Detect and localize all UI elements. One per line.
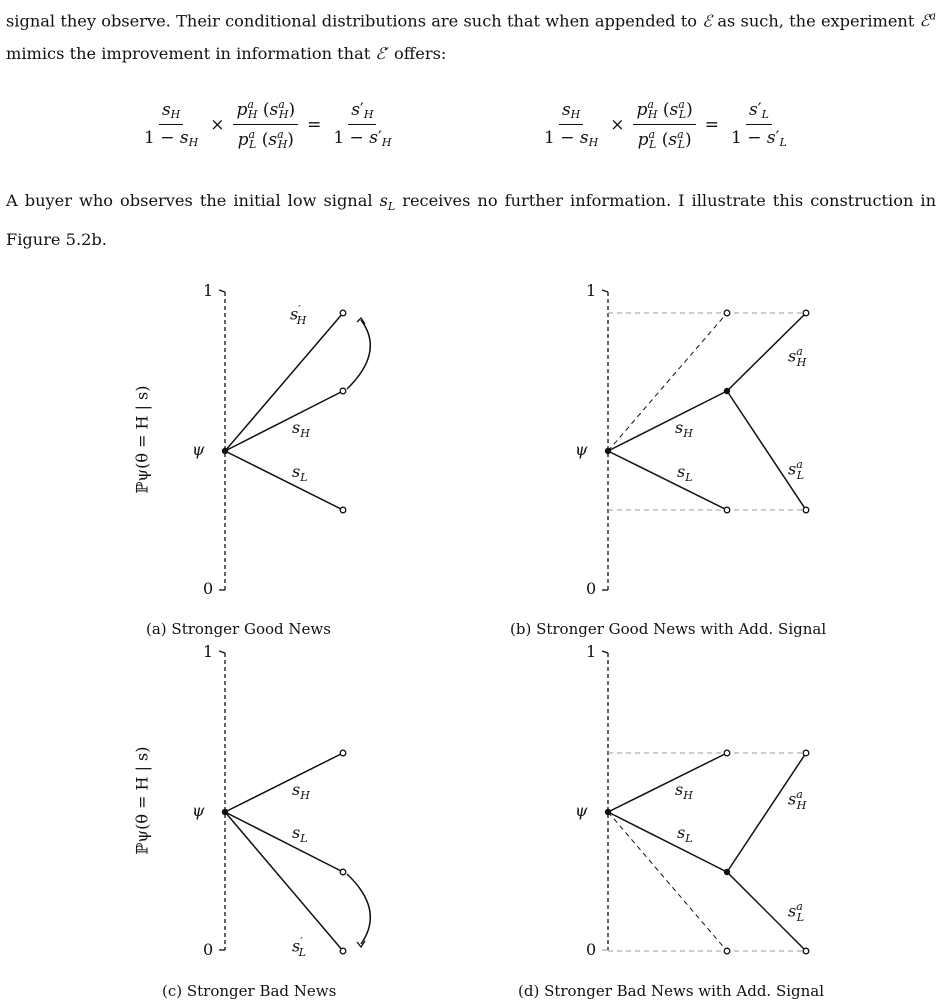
label-sH-a: $s_H$ [292,418,310,441]
times-sign-2: × [610,114,625,135]
tick-1-a: 1 [203,281,214,300]
math-Eprime: ℰ′ [375,44,389,64]
psi-b: ψ [575,440,588,459]
label-sHa-d: $s^a_H$ [788,788,807,812]
equals-sign-2: = [704,114,720,135]
label-sH-d: $s_H$ [675,780,693,803]
y-axis-label-top: ℙψ(θ = H | s) [132,385,152,494]
label-sH-c: $s_H$ [292,780,310,803]
frac-sLprime: $\frac{s'_L}{1 - s'_L}$ [731,100,787,149]
tick-0-c: 0 [203,940,214,959]
label-sHa-b: $s^a_H$ [788,345,807,369]
tick-1-d: 1 [586,642,597,661]
caption-c: (c) Stronger Bad News [162,982,337,1000]
tick-1-c: 1 [203,642,214,661]
math-Ea: ℰ$^a$ [919,10,936,31]
label-sL-a: $s_L$ [292,462,308,485]
label-sL-b: $s_L$ [677,462,693,485]
frac-sHprime: $\frac{s'_H}{1 - s'_H}$ [333,100,392,149]
frac-likelihood-L: $\frac{p^a_H (s^a_L)}{p^a_L (s^a_L)}$ [633,98,695,151]
label-sHprime-a: $s'_H$ [290,303,307,327]
tick-0-b: 0 [586,579,597,598]
math-sL: $s_L$ [379,191,396,214]
p1-text-d: offers: [388,44,447,64]
tick-1-b: 1 [586,281,597,300]
label-sL-c: $s_L$ [292,823,308,846]
psi-c: ψ [192,801,205,820]
equals-sign: = [307,114,322,135]
p1-text-a: signal they observe. Their conditional distributions are such that when appended to [6,11,703,31]
p1-text-b: as such, the experiment [712,11,920,31]
label-sLa-d: $s^a_L$ [788,900,805,924]
label-sL-d: $s_L$ [677,823,693,846]
psi-d: ψ [575,801,588,820]
frac-likelihood-H: $\frac{p^a_H (s^a_H)}{p^a_L (s^a_H)}$ [233,98,298,151]
label-sH-b: $s_H$ [675,418,693,441]
caption-b: (b) Stronger Good News with Add. Signal [510,620,827,638]
tick-0-d: 0 [586,940,597,959]
p2-text-a: A buyer who observes the initial low signal [6,191,380,210]
p2-text-b: receives no further information. I illustrate this construction in Figure 5.2b. [6,191,936,250]
math-E: ℰ [702,11,713,31]
y-axis-label-bottom: ℙψ(θ = H | s) [132,746,152,855]
psi-a: ψ [192,440,205,459]
label-sLa-b: $s^a_L$ [788,458,805,482]
tick-0-a: 0 [203,579,214,598]
times-sign: × [210,114,225,135]
label-sLprime-c: $s'_L$ [292,935,307,959]
caption-a: (a) Stronger Good News [146,620,331,638]
frac-sH-2: $\frac{s_H}{1 - s_H}$ [544,100,599,149]
caption-d: (d) Stronger Bad News with Add. Signal [518,982,825,1000]
p1-text-c: mimics the improvement in information that [6,44,376,64]
frac-sH: $\frac{s_H}{1 - s_H}$ [144,100,199,149]
